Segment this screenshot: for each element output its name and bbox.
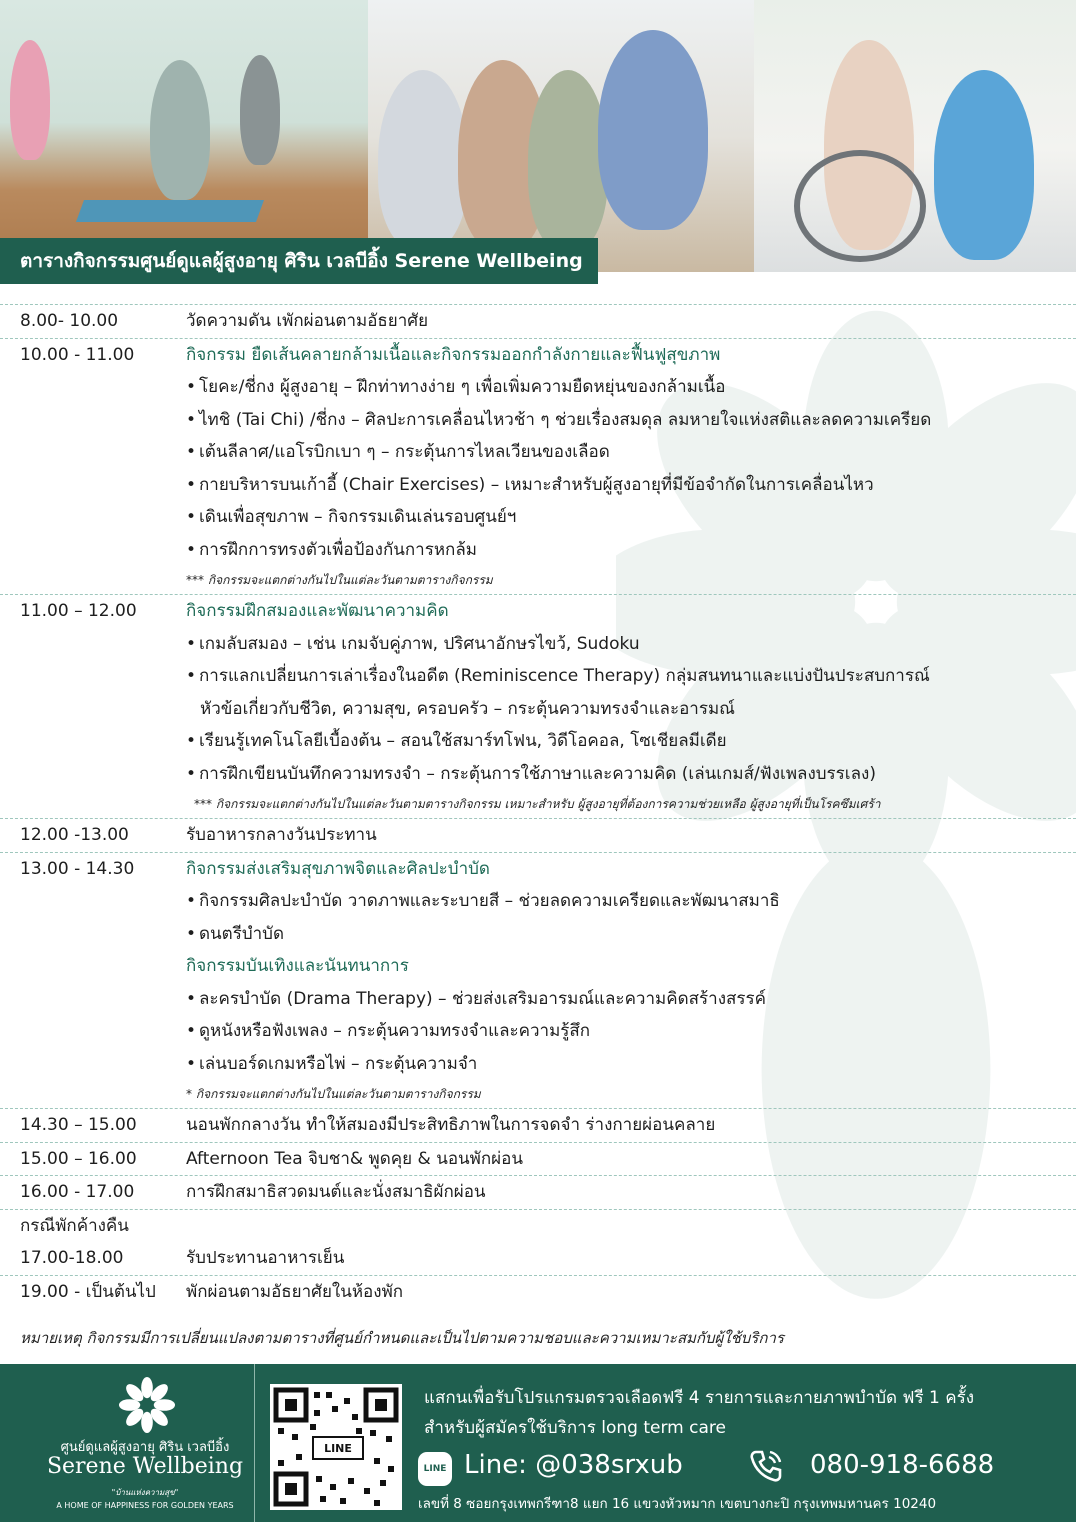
bullet-icon: • bbox=[186, 763, 197, 784]
activity-item-text: กิจกรรมศิลปะบำบัด วาดภาพและระบายสี – ช่วยลดความเครียดและพัฒนาสมาธิ bbox=[199, 891, 780, 911]
time-label: 15.00 – 16.00 bbox=[20, 1148, 137, 1169]
spacer bbox=[186, 1210, 1076, 1243]
bullet-icon: • bbox=[186, 666, 197, 686]
activity-item-text: ไทชิ (Tai Chi) /ชี่กง – ศิลปะการเคลื่อนไหวช้า ๆ ช่วยเรื่องสมดุล ลมหายใจแห่งสติและลดความเครียด bbox=[199, 409, 932, 430]
activity-item bbox=[186, 885, 1076, 918]
activity-item bbox=[186, 436, 1076, 469]
photo-seniors-laughing bbox=[368, 0, 754, 272]
schedule-content bbox=[186, 853, 1076, 1109]
logo-tagline-english: A HOME OF HAPPINESS FOR GOLDEN YEARS bbox=[56, 1501, 234, 1510]
schedule-row bbox=[0, 594, 1076, 818]
activity-item bbox=[186, 1048, 1076, 1081]
activity-heading: กิจกรรมบันเทิงและนันทนาการ bbox=[186, 956, 409, 976]
schedule-content bbox=[186, 1276, 1076, 1309]
logo-brand-name: Serene Wellbeing bbox=[46, 1454, 244, 1479]
activity-text: รับอาหารกลางวันประทาน bbox=[186, 825, 377, 845]
activity-item bbox=[186, 758, 1076, 791]
time-label: 8.00- 10.00 bbox=[20, 311, 119, 331]
activity-item-continuation: หัวข้อเกี่ยวกับชีวิต, ความสุข, ครอบครัว – กระตุ้นความทรงจำและอารมณ์ bbox=[200, 698, 735, 719]
activity-item bbox=[186, 371, 1076, 404]
qr-line-label: LINE bbox=[312, 1436, 364, 1460]
bullet-icon: • bbox=[186, 1053, 197, 1074]
schedule-content bbox=[186, 1210, 1076, 1275]
time-label: 16.00 - 17.00 bbox=[20, 1182, 135, 1202]
time-label: 17.00-18.00 bbox=[20, 1248, 124, 1268]
time-label: 13.00 - 14.30 bbox=[20, 858, 135, 879]
logo-tagline-thai: "บ้านแห่งความสุข" bbox=[111, 1488, 179, 1497]
time-label: กรณีพักค้างคืน bbox=[20, 1215, 129, 1236]
footer bbox=[0, 1364, 1076, 1522]
activity-item bbox=[186, 983, 1076, 1016]
activity-item-text: ดนตรีบำบัด bbox=[199, 923, 284, 944]
schedule-row bbox=[0, 1275, 1076, 1309]
schedule-content bbox=[186, 1143, 1076, 1176]
schedule-row bbox=[0, 1175, 1076, 1209]
activity-item-text: การฝึกเขียนบันทึกความทรงจำ – กระตุ้นการใช้ภาษาและความคิด (เล่นเกมส์/ฟังเพลงบรรเลง) bbox=[199, 763, 876, 784]
photo-nurse-with-wheelchair-senior bbox=[754, 0, 1076, 272]
bullet-icon: • bbox=[186, 409, 197, 430]
header-photo-collage bbox=[0, 0, 1076, 272]
activity-heading: กิจกรรมฝึกสมองและพัฒนาความคิด bbox=[186, 601, 449, 621]
bullet-icon: • bbox=[186, 1021, 197, 1041]
schedule-time bbox=[0, 1176, 186, 1209]
schedule-time bbox=[0, 305, 186, 338]
schedule-row bbox=[0, 1142, 1076, 1176]
activity-note: *** กิจกรรมจะแตกต่างกันไปในแต่ละวันตามตารางกิจกรรม bbox=[186, 573, 493, 587]
remark-note: หมายเหตุ กิจกรรมมีการเปลี่ยนแปลงตามตารางที่ศูนย์กำหนดและเป็นไปตามความชอบและความเหมาะสมกับผู้ใช้บริการ bbox=[20, 1329, 784, 1347]
line-app-icon: LINE bbox=[418, 1452, 452, 1486]
activity-heading: กิจกรรมส่งเสริมสุขภาพจิตและศิลปะบำบัด bbox=[186, 858, 490, 879]
activity-text: การฝึกสมาธิสวดมนต์และนั่งสมาธิผักผ่อน bbox=[186, 1182, 486, 1202]
schedule-time bbox=[0, 1143, 186, 1176]
line-id[interactable]: Line: @038srxub bbox=[464, 1450, 683, 1480]
activity-note: * กิจกรรมจะแตกต่างกันไปในแต่ละวันตามตารางกิจกรรม bbox=[186, 1087, 481, 1101]
activity-item-text: การฝึกการทรงตัวเพื่อป้องกันการหกล้ม bbox=[199, 539, 477, 560]
bullet-icon: • bbox=[186, 923, 197, 944]
schedule-content bbox=[186, 819, 1076, 852]
activity-heading: กิจกรรม ยืดเส้นคลายกล้ามเนื้อและกิจกรรมออกกำลังกายและฟื้นฟูสุขภาพ bbox=[186, 344, 721, 365]
activity-item-text: เรียนรู้เทคโนโลยีเบื้องต้น – สอนใช้สมาร์ทโฟน, วิดีโอคอล, โซเชียลมีเดีย bbox=[199, 731, 727, 751]
schedule-row bbox=[0, 1209, 1076, 1275]
activity-item bbox=[186, 918, 1076, 951]
schedule-content bbox=[186, 595, 1076, 818]
schedule-content bbox=[186, 339, 1076, 595]
schedule-time bbox=[0, 1109, 186, 1142]
schedule-row bbox=[0, 304, 1076, 338]
schedule-time bbox=[0, 819, 186, 852]
schedule-time bbox=[0, 339, 186, 595]
activity-item-text: ดูหนังหรือฟังเพลง – กระตุ้นความทรงจำและความรู้สึก bbox=[199, 1021, 591, 1041]
schedule-content bbox=[186, 1109, 1076, 1142]
bullet-icon: • bbox=[186, 731, 197, 751]
bullet-icon: • bbox=[186, 442, 197, 462]
bullet-icon: • bbox=[186, 474, 197, 495]
activity-item-text: โยคะ/ชี่กง ผู้สูงอายุ – ฝึกท่าทางง่าย ๆ เพื่อเพิ่มความยืดหยุ่นของกล้ามเนื้อ bbox=[199, 377, 726, 397]
phone-number[interactable]: 080-918-6688 bbox=[810, 1450, 995, 1480]
time-label: 12.00 -13.00 bbox=[20, 825, 129, 845]
schedule-time bbox=[0, 853, 186, 1109]
activity-item-text: เต้นลีลาศ/แอโรบิกเบา ๆ – กระตุ้นการไหลเวียนของเลือด bbox=[199, 442, 610, 462]
activity-item bbox=[186, 725, 1076, 758]
time-label: 11.00 – 12.00 bbox=[20, 601, 137, 621]
activity-text: Afternoon Tea จิบชา& พูดคุย & นอนพักผ่อน bbox=[186, 1148, 523, 1169]
photo-seniors-chair-exercise bbox=[0, 0, 368, 272]
schedule-time bbox=[0, 1276, 186, 1309]
schedule-content bbox=[186, 1176, 1076, 1209]
bullet-icon: • bbox=[186, 539, 197, 560]
page-title: ตารางกิจกรรมศูนย์ดูแลผู้สูงอายุ ศิริน เวลบีอิ้ง Serene Wellbeing bbox=[0, 238, 598, 284]
phone-icon bbox=[748, 1448, 784, 1484]
line-qr-code[interactable] bbox=[270, 1384, 402, 1510]
time-label: 10.00 - 11.00 bbox=[20, 344, 135, 365]
activity-note: *** กิจกรรมจะแตกต่างกันไปในแต่ละวันตามตารางกิจกรรม เหมาะสำหรับ ผู้สูงอายุที่ต้องการความช่วยเหลือ ผู้สูงอายุที่เป็นโรคซึมเศร้า bbox=[194, 797, 881, 811]
promo-subline: สำหรับผู้สมัครใช้บริการ long term care bbox=[424, 1418, 726, 1438]
activity-text: พักผ่อนตามอัธยาศัยในห้องพัก bbox=[186, 1281, 404, 1302]
activity-item bbox=[186, 660, 1076, 693]
bullet-icon: • bbox=[186, 988, 197, 1009]
activity-item-text: เกมลับสมอง – เช่น เกมจับคู่ภาพ, ปริศนาอักษรไขว้, Sudoku bbox=[199, 633, 640, 654]
bullet-icon: • bbox=[186, 633, 197, 654]
activity-item bbox=[186, 501, 1076, 534]
address: เลขที่ 8 ซอยกรุงเทพกรีฑา8 แยก 16 แขวงหัวหมาก เขตบางกะปิ กรุงเทพมหานคร 10240 bbox=[418, 1496, 937, 1512]
flower-logo-icon bbox=[118, 1376, 176, 1434]
activity-item bbox=[186, 469, 1076, 502]
activity-text: รับประทานอาหารเย็น bbox=[186, 1248, 345, 1268]
time-label: 14.30 – 15.00 bbox=[20, 1115, 137, 1135]
activity-text: นอนพักกลางวัน ทำให้สมองมีประสิทธิภาพในการจดจำ ร่างกายผ่อนคลาย bbox=[186, 1115, 716, 1135]
schedule-row bbox=[0, 818, 1076, 852]
activity-item-text: ละครบำบัด (Drama Therapy) – ช่วยส่งเสริมอารมณ์และความคิดสร้างสรรค์ bbox=[199, 988, 767, 1009]
schedule-row bbox=[0, 1108, 1076, 1142]
bullet-icon: • bbox=[186, 891, 197, 911]
time-label: 19.00 - เป็นต้นไป bbox=[20, 1281, 156, 1302]
schedule-row bbox=[0, 852, 1076, 1109]
activity-item-text: การแลกเปลี่ยนการเล่าเรื่องในอดีต (Reminiscence Therapy) กลุ่มสนทนาและแบ่งปันประสบการณ์ bbox=[199, 666, 930, 686]
activity-item-text: กายบริหารบนเก้าอี้ (Chair Exercises) – เหมาะสำหรับผู้สูงอายุที่มีข้อจำกัดในการเคลื่อนไหว bbox=[199, 474, 874, 495]
bullet-icon: • bbox=[186, 377, 197, 397]
activity-item bbox=[186, 1015, 1076, 1048]
activity-item bbox=[186, 404, 1076, 437]
promo-headline: แสกนเพื่อรับโปรแกรมตรวจเลือดฟรี 4 รายการและกายภาพบำบัด ฟรี 1 ครั้ง bbox=[424, 1388, 975, 1408]
schedule-row bbox=[0, 338, 1076, 595]
brand-logo bbox=[0, 1364, 255, 1522]
activity-item bbox=[186, 628, 1076, 661]
schedule-table bbox=[0, 304, 1076, 1308]
activity-item-text: เล่นบอร์ดเกมหรือไพ่ – กระตุ้นความจำ bbox=[199, 1053, 478, 1074]
bullet-icon: • bbox=[186, 507, 197, 527]
activity-item-text: เดินเพื่อสุขภาพ – กิจกรรมเดินเล่นรอบศูนย์ฯ bbox=[199, 507, 517, 527]
schedule-content bbox=[186, 305, 1076, 338]
activity-item bbox=[186, 534, 1076, 567]
schedule-time bbox=[0, 595, 186, 818]
logo-thai-name: ศูนย์ดูแลผู้สูงอายุ ศิริน เวลบีอิ้ง bbox=[60, 1440, 230, 1455]
activity-text: วัดความดัน เพักผ่อนตามอัธยาศัย bbox=[186, 311, 429, 331]
schedule-time bbox=[0, 1210, 186, 1275]
